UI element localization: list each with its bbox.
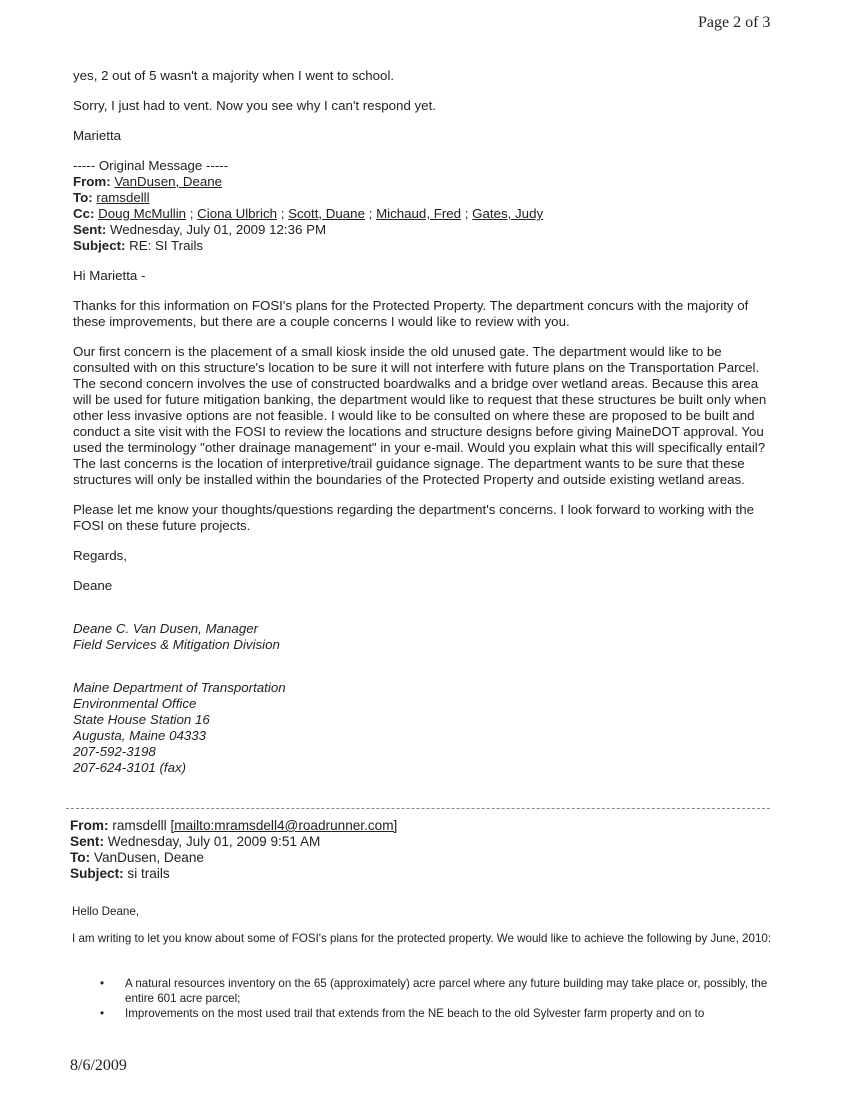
sent-label: Sent: [70,834,104,849]
cc-recipient[interactable]: Scott, Duane [288,206,365,221]
address-line: 207-592-3198 [73,744,156,759]
list-item [100,1006,770,1021]
paragraph-3: Please let me know your thoughts/questions regarding the department's concerns. I look forward to working with the FOSI on these future projects. [73,502,755,533]
reply-line-1: yes, 2 out of 5 wasn't a majority when I went to school. [73,68,395,83]
signature-line: Field Services & Mitigation Division [73,637,280,652]
to-value[interactable]: ramsdelll [96,190,150,205]
regards: Regards, [73,548,127,563]
from-label: From: [70,818,109,833]
subject-value: si trails [127,866,170,881]
email-header-1 [73,158,773,254]
subject-label: Subject: [70,866,124,881]
cc-recipient[interactable]: Ciona Ulbrich [197,206,277,221]
sent-label: Sent: [73,222,107,237]
cc-recipient[interactable]: Doug McMullin [98,206,187,221]
subject-value: RE: SI Trails [129,238,204,253]
address-line: Maine Department of Transportation [73,680,286,695]
address-line: Environmental Office [73,696,197,711]
address-line: 207-624-3101 (fax) [73,760,187,775]
cc-recipient[interactable]: Gates, Judy [472,206,544,221]
reply-body [73,68,773,776]
cc-list: Doug McMullin ; Ciona Ulbrich ; Scott, Duane ; Michaud, Fred ; Gates, Judy [98,206,544,221]
cc-label: Cc: [73,206,95,221]
from-label: From: [73,174,111,189]
bullet-icon: • [100,977,105,990]
address-line: State House Station 16 [73,712,210,727]
sender-name: Deane [73,578,113,593]
message-divider [66,808,770,809]
footer-date: 8/6/2009 [70,1057,127,1074]
from-value[interactable]: VanDusen, Deane [114,174,223,189]
bullet-icon: • [100,1007,105,1020]
to-label: To: [73,190,93,205]
mailto-link[interactable]: [mailto:mramsdell4@roadrunner.com] [170,818,398,833]
page-number: Page 2 of 3 [698,14,771,31]
greeting: Hi Marietta - [73,268,146,283]
address-line: Augusta, Maine 04333 [73,728,207,743]
list-item-text: A natural resources inventory on the 65 (approximately) acre parcel where any future building may take place or, possibly, the entire 601 acre parcel; [125,977,768,1005]
paragraph-2: Our first concern is the placement of a small kiosk inside the old unused gate. The department would like to be consulted with on this structure's location to be sure it will not interfere with future plans on the Transportation Parcel. The second concern involves the use of constructed boardwalks and a bridge over wetland areas. Because this area will be used for future mitigation banking, the department would like to request that these structures be built only when other less invasive options are not feasible. I would like to be consulted on where these are proposed to be built and conduct a site visit with the FOSI to review the locations and structure designs before giving MaineDOT approval. You used the terminology "other drainage management" in your e-mail. Would you explain what this will specifically entail? The last concerns is the location of interpretive/trail guidance signage. The department wants to be sure that these structures will only be installed within the boundaries of the Protected Property and outside existing wetland areas. [73,344,767,487]
signature-line: Deane C. Van Dusen, Manager [73,621,259,636]
original-message-marker: ----- Original Message ----- [73,158,229,173]
list-item [100,976,770,1006]
to-label: To: [70,850,91,865]
from-value: ramsdelll [112,818,167,833]
list-item-text: Improvements on the most used trail that extends from the NE beach to the old Sylvester farm property and on to [125,1007,705,1020]
greeting-2: Hello Deane, [72,905,140,918]
reply-line-2: Sorry, I just had to vent. Now you see why I can't respond yet. [73,98,436,113]
reply-signoff: Marietta [73,128,122,143]
intro-paragraph: I am writing to let you know about some of FOSI's plans for the protected property. We would like to achieve the following by June, 2010: [72,932,772,945]
plans-list [100,976,770,1021]
to-value: VanDusen, Deane [93,850,204,865]
sent-value: Wednesday, July 01, 2009 9:51 AM [107,834,321,849]
signature-block [73,621,773,776]
subject-label: Subject: [73,238,126,253]
sent-value: Wednesday, July 01, 2009 12:36 PM [109,222,327,237]
paragraph-1: Thanks for this information on FOSI's plans for the Protected Property. The department concurs with the majority of these improvements, but there are a couple concerns I would like to review with you. [73,298,749,329]
email-header-2 [70,818,790,882]
cc-recipient[interactable]: Michaud, Fred [376,206,462,221]
